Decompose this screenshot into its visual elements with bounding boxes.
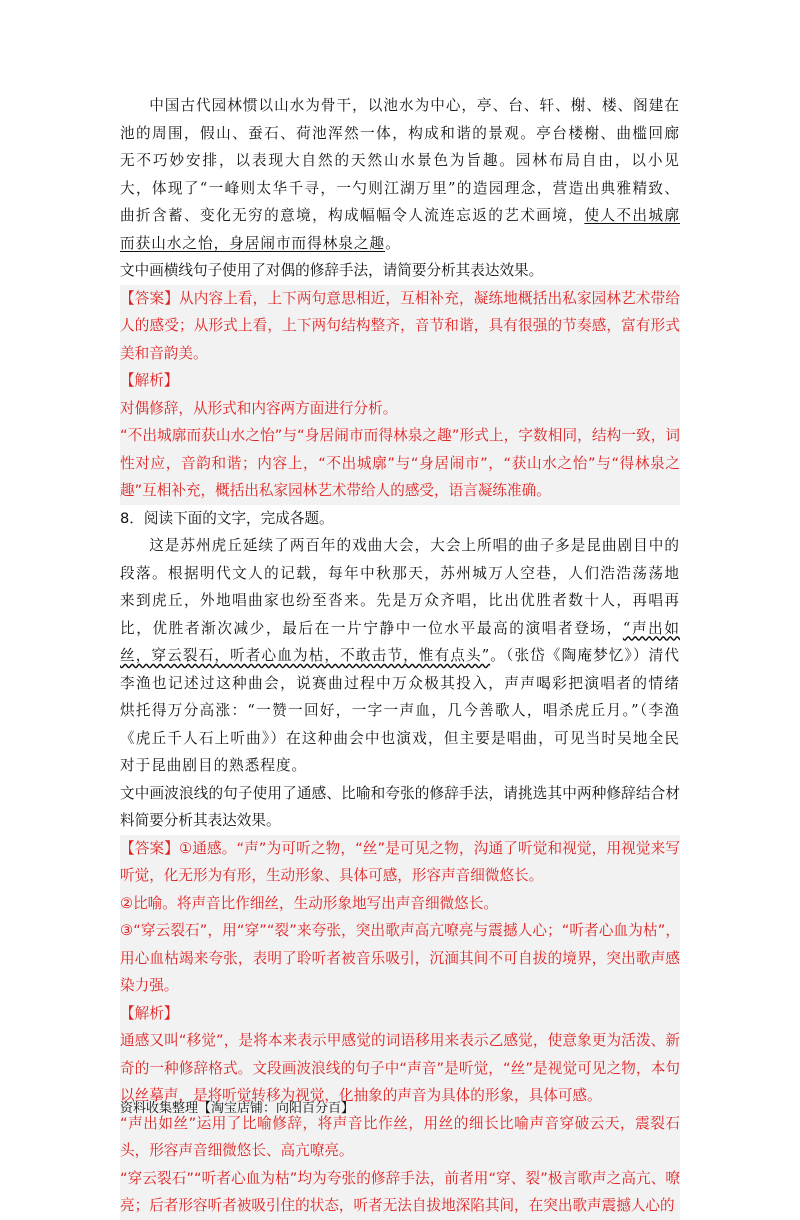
analysis-8-line-2: “声出如丝”运用了比喻修辞，将声音比作丝，用丝的细长比喻声音穿破云天，震裂石头，形容声音细微悠长、高亢嘹亮。 xyxy=(120,1114,680,1159)
question-8-prompt: 8．阅读下面的文字，完成各题。 xyxy=(120,509,334,527)
answer-tag: 【答案】 xyxy=(120,289,179,307)
passage-8-text-2: 。（张岱《陶庵梦忆》）清代李渔也记述过这种曲会，说赛曲过程中万众极其投入，声声喝彩把演唱者的情绪烘托得万分高涨：“一赞一回好，一字一声血，几今善歌人，唱杀虎丘月。”（李渔《虎丘千人石上听曲》）在这种曲会中也演戏，但主要是唱曲，可见当时吴地全民对于昆曲剧目的熟悉程度。 xyxy=(120,647,680,774)
answer-8-line-2: ②比喻。将声音比作细丝，生动形象地写出声音细微悠长。 xyxy=(120,894,498,912)
underlined-sentence: 使人不出城廓而获山水之怡，身居闹市而得林泉之趣 xyxy=(120,207,680,252)
document-content xyxy=(120,92,680,1220)
passage-7-text: 中国古代园林惯以山水为骨干，以池水为中心，亭、台、轩、榭、楼、阁建在池的周围，假山、蚕石、荷池浑然一体，构成和谐的景观。亭台楼榭、曲槛回廊无不巧妙安排，以表现大自然的天然山水景色为旨趣。园林布局自由，以小见大，体现了“一峰则太华千寻，一勺则江湖万里”的造园理念，营造出典雅精致、曲折含蓄、变化无穷的意境，构成幅幅令人流连忘返的艺术画境， xyxy=(120,97,680,224)
answer-tag: 【答案】 xyxy=(120,839,179,857)
answer-8-text-1: ①通感。“声”为可听之物，“丝”是可见之物，沟通了听觉和视觉，用视觉来写听觉，化无形为有形，生动形象、具体可感，形容声音细微悠长。 xyxy=(120,839,680,884)
answer-7-text: 从内容上看，上下两句意思相近，互相补充，凝练地概括出私家园林艺术带给人的感受；从形式上看，上下两句结构整齐，音节和谐，具有很强的节奏感，富有形式美和音韵美。 xyxy=(120,289,680,362)
passage-8 xyxy=(120,532,680,780)
question-7: 文中画横线句子使用了对偶的修辞手法，请简要分析其表达效果。 xyxy=(120,262,544,279)
answer-block-7 xyxy=(120,285,680,505)
question-8: 文中画波浪线的句子使用了通感、比喻和夸张的修辞手法，请挑选其中两种修辞结合材料简要分析其表达效果。 xyxy=(120,784,680,829)
analysis-7-line-1: 对偶修辞，从形式和内容两方面进行分析。 xyxy=(120,399,398,417)
analysis-tag-7: 【解析】 xyxy=(120,372,179,389)
passage-8-text: 这是苏州虎丘延续了两百年的戏曲大会，大会上所唱的曲子多是昆曲剧目中的段落。根据明代文人的记载，每年中秋那天，苏州城万人空巷，人们浩浩荡荡地来到虎丘，外地唱曲家也纷至沓来。先是万众齐唱，比出优胜者数十人，再唱再比，优胜者渐次减少，最后在一片宁静中一位水平最高的演唱者登场， xyxy=(120,537,680,637)
page-footer: 资料收集整理【淘宝店铺：向阳百分百】 xyxy=(120,1101,355,1116)
analysis-8-line-1: 通感又叫“移觉”，是将本来表示甲感觉的词语移用来表示乙感觉，使意象更为活泼、新奇的一种修辞格式。文段画波浪线的句子中“声音”是听觉，“丝”是视觉可见之物，本句以丝摹声，是将听觉转移为视觉，化抽象的声音为具体的形象，具体可感。 xyxy=(120,1032,680,1104)
analysis-8-line-3: “穿云裂石”“听者心血为枯”均为夸张的修辞手法，前者用“穿、裂”极言歌声之高亢、嘹亮；后者形容听者被吸引住的状态，听者无法自拔地深陷其间，在突出歌声震撼人心的 xyxy=(120,1169,680,1214)
analysis-7-line-2: “不出城廓而获山水之怡”与“身居闹市而得林泉之趣”形式上，字数相同，结构一致，词性对应，音韵和谐；内容上，“不出城廓”与“身居闹市”，“获山水之怡”与“得林泉之趣”互相补充，概括出私家园林艺术带给人的感受，语言凝练准确。 xyxy=(120,427,680,499)
answer-8-line-3: ③“穿云裂石”，用“穿”“裂”来夸张，突出歌声高亢嘹亮与震撼人心；“听者心血为枯”，用心血枯竭来夸张，表明了聆听者被音乐吸引，沉湎其间不可自拔的境界，突出歌声感染力强。 xyxy=(120,922,680,994)
passage-7-end: 。 xyxy=(385,234,401,252)
answer-block-8 xyxy=(120,835,680,1220)
answer-8-line-1 xyxy=(120,835,680,890)
wavy-sentence: “声出如丝，穿云裂石，听者心血为枯，不敢击节，惟有点头” xyxy=(120,619,680,664)
analysis-tag-8: 【解析】 xyxy=(120,1004,179,1022)
passage-7 xyxy=(120,92,680,257)
answer-7 xyxy=(120,285,680,368)
